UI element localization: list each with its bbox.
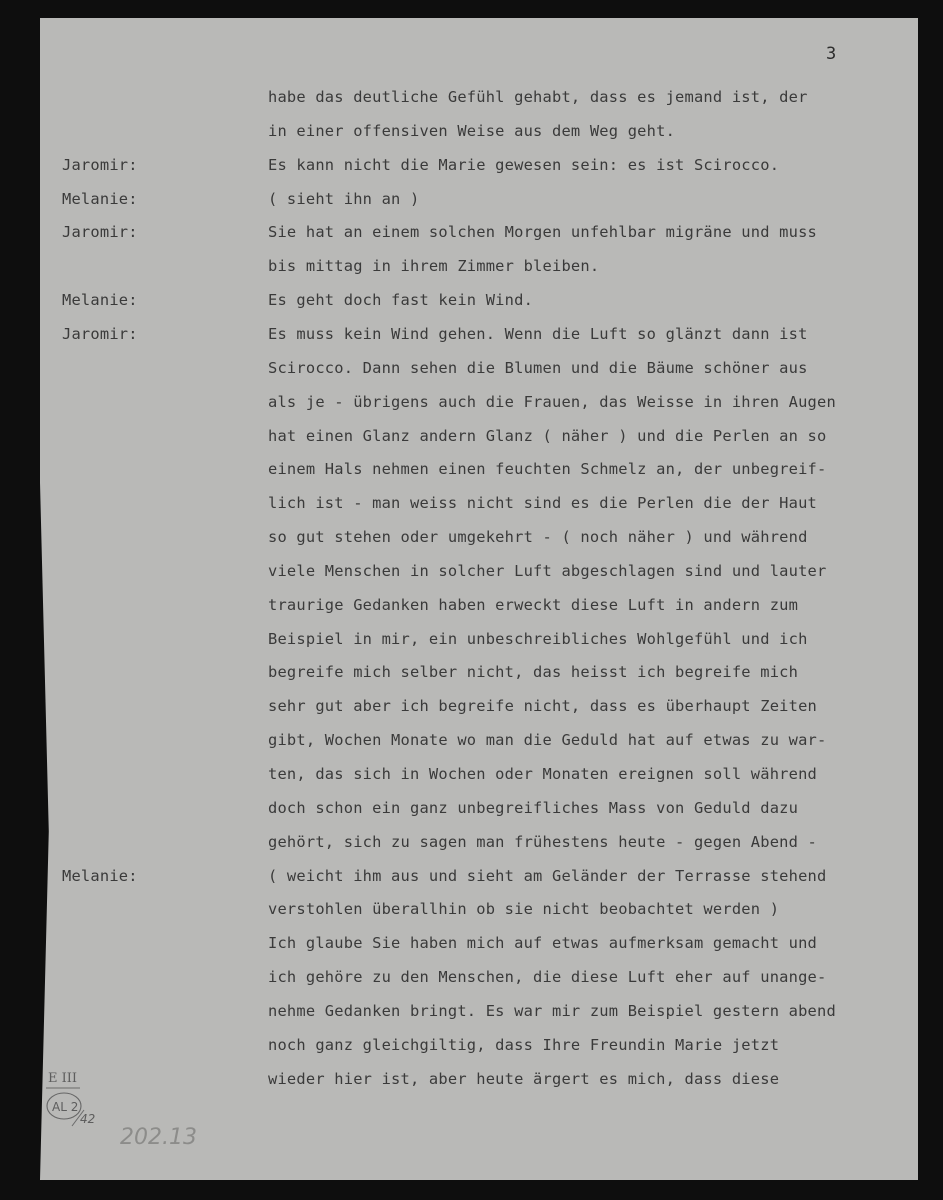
line-text: ( weicht ihm aus und sieht am Geländer der Terrasse stehend <box>268 866 827 885</box>
line-text: habe das deutliche Gefühl gehabt, dass es jemand ist, der <box>268 88 808 106</box>
line-text: traurige Gedanken haben erweckt diese Luft in andern zum <box>268 595 799 614</box>
line-text: gibt, Wochen Monate wo man die Geduld hat auf etwas zu war- <box>268 731 827 750</box>
line-text: Es kann nicht die Marie gewesen sein: es ist Scirocco. <box>268 155 780 174</box>
script-line <box>0 900 943 934</box>
line-text: in einer offensiven Weise aus dem Weg geht. <box>268 121 676 140</box>
archive-roman-mark: E III <box>48 1071 78 1086</box>
script-line <box>0 731 943 765</box>
script-line <box>0 257 943 291</box>
speaker-name: Jaromir: <box>62 155 138 174</box>
script-line <box>0 765 943 799</box>
line-text: ich gehöre zu den Menschen, die diese Luft eher auf unange- <box>268 968 827 987</box>
script-line <box>0 427 943 461</box>
script-line <box>0 1036 943 1070</box>
script-line <box>0 88 943 122</box>
line-text: Sie hat an einem solchen Morgen unfehlbar migräne und muss <box>268 223 818 242</box>
line-text: gehört, sich zu sagen man frühestens heute - gegen Abend - <box>268 832 818 851</box>
script-line <box>0 223 943 257</box>
line-text: ten, das sich in Wochen oder Monaten ereignen soll während <box>268 765 818 783</box>
archive-circled-mark: AL 2 <box>52 1100 79 1114</box>
line-text: Es muss kein Wind gehen. Wenn die Luft so glänzt dann ist <box>268 324 808 343</box>
line-text: Ich glaube Sie haben mich auf etwas aufmerksam gemacht und <box>268 934 818 953</box>
archive-pencil-code: 202.13 <box>120 1125 197 1150</box>
line-text: noch ganz gleichgiltig, dass Ihre Freundin Marie jetzt <box>268 1035 780 1054</box>
line-text: sehr gut aber ich begreife nicht, dass es überhaupt Zeiten <box>268 697 818 716</box>
script-line <box>0 460 943 494</box>
line-text: so gut stehen oder umgekehrt - ( noch näher ) und während <box>268 528 808 547</box>
line-text: Scirocco. Dann sehen die Blumen und die Bäume schöner aus <box>268 358 808 377</box>
script-line <box>0 190 943 224</box>
speaker-name: Melanie: <box>62 291 138 310</box>
script-line <box>0 867 943 901</box>
script-line <box>0 156 943 190</box>
speaker-name: Jaromir: <box>62 324 138 343</box>
page-number: 3 <box>826 44 837 64</box>
line-text: Es geht doch fast kein Wind. <box>268 291 534 310</box>
speaker-name: Melanie: <box>62 189 138 208</box>
script-line <box>0 291 943 325</box>
script-line <box>0 596 943 630</box>
line-text: als je - übrigens auch die Frauen, das Weisse in ihren Augen <box>268 392 836 411</box>
line-text: doch schon ein ganz unbegreifliches Mass von Geduld dazu <box>268 798 799 817</box>
line-text: wieder hier ist, aber heute ärgert es mich, dass diese <box>268 1069 780 1088</box>
script-line <box>0 122 943 156</box>
line-text: Beispiel in mir, ein unbeschreibliches Wohlgefühl und ich <box>268 629 808 648</box>
speaker-name: Jaromir: <box>62 223 138 242</box>
line-text: viele Menschen in solcher Luft abgeschlagen sind und lauter <box>268 561 827 580</box>
speaker-name: Melanie: <box>62 866 138 885</box>
archive-marks <box>44 1066 274 1156</box>
script-line <box>0 968 943 1002</box>
script-line <box>0 799 943 833</box>
script-line <box>0 697 943 731</box>
line-text: bis mittag in ihrem Zimmer bleiben. <box>268 257 600 276</box>
script-line <box>0 833 943 867</box>
script-line <box>0 630 943 664</box>
script-line <box>0 663 943 697</box>
script-line <box>0 325 943 359</box>
line-text: ( sieht ihn an ) <box>268 189 420 208</box>
script-line <box>0 1002 943 1036</box>
line-text: hat einen Glanz andern Glanz ( näher ) und die Perlen an so <box>268 426 827 445</box>
line-text: nehme Gedanken bringt. Es war mir zum Beispiel gestern abend <box>268 1001 836 1020</box>
script-line <box>0 562 943 596</box>
script-line <box>0 528 943 562</box>
script-line <box>0 494 943 528</box>
archive-fraction-mark: 42 <box>80 1112 96 1126</box>
script-line <box>0 359 943 393</box>
line-text: verstohlen überallhin ob sie nicht beobachtet werden ) <box>268 900 780 919</box>
line-text: einem Hals nehmen einen feuchten Schmelz an, der unbegreif- <box>268 460 827 479</box>
line-text: lich ist - man weiss nicht sind es die Perlen die der Haut <box>268 494 818 513</box>
script-line <box>0 934 943 968</box>
script-line <box>0 393 943 427</box>
line-text: begreife mich selber nicht, das heisst ich begreife mich <box>268 663 799 682</box>
